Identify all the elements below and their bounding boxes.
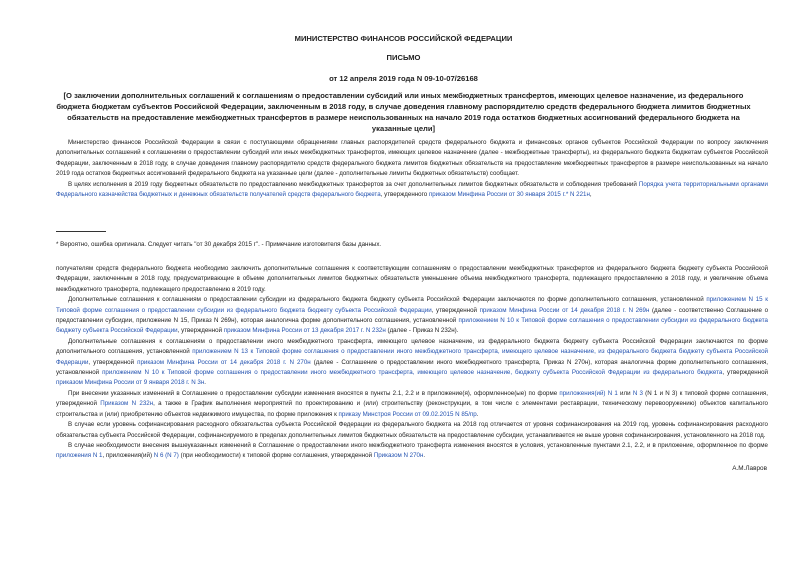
text: , утвержденной <box>431 306 480 314</box>
link-order-270n[interactable]: приказом Минфина России от 14 декабря 2018 г. N 270н <box>137 358 311 366</box>
document-type: ПИСЬМО <box>386 53 421 62</box>
link-appendix-6-7[interactable]: N 6 (N 7) <box>153 452 179 460</box>
link-appendix-10-transfer[interactable]: приложением N 10 к Типовой форме соглашения о предоставлении иного межбюджетного трансферта, имеющего целевое назначение, бюджету субъекта Российской Федерации из федерального бюджета <box>102 369 723 377</box>
link-appendix-15[interactable]: приложением N 15 к Типовой форме соглашения о предоставлении субсидии из федерального бюджета бюджету субъекта Российской Федерации <box>56 296 768 314</box>
text: , утвержденной <box>177 327 224 335</box>
document-subject: [О заключении дополнительных соглашений к соглашениям о предоставлении субсидий или иных межбюджетных трансфертов, имеющих целевое назначение, из федерального бюджета бюджетам субъектов Российской Федерации, заключенным в 2018 году, в случае доведения главному распорядителю средств федерального бюджета лимитов бюджетных обязательств на предоставление межбюджетных трансфертов в размере неиспользованных на начало 2019 года остатков бюджетных ассигнований федерального бюджета на указанные цели] <box>56 91 751 133</box>
text: Дополнительные соглашения к соглашениям о предоставлении иного межбюджетного трансферта, имеющего целевое назначение, из федерального бюджета бюджету субъекта Российской Федерации заключаются по форме дополнительного соглашения, установленной <box>56 337 768 356</box>
body-part-2 <box>56 264 768 462</box>
link-minstroy-order[interactable]: приказу Минстроя России от 09.02.2015 N 85/пр <box>338 410 477 418</box>
paragraph-transfer-agreements <box>56 337 768 389</box>
text: . <box>423 452 426 460</box>
body-part-1 <box>56 138 768 200</box>
text: , утвержденного <box>380 191 429 199</box>
link-appendix-1-transfer[interactable]: приложения N 1 <box>56 452 103 460</box>
link-order-232n-2[interactable]: Приказом N 232н <box>100 400 154 408</box>
text: (далее - соответственно Соглашение о предоставлении субсидии, приложение N 15, Приказ N 269н), которая аналогична форме дополнительного соглашения, установленной <box>56 306 769 325</box>
text: Дополнительные соглашения к соглашениям о предоставлении субсидии из федерального бюджета бюджету субъекта Российской Федерации заключаются по форме дополнительного соглашения, установленной <box>68 296 707 304</box>
text: При внесении указанных изменений в Соглашение о предоставлении субсидии изменения вносятся в пункты 2.1, 2.2 и в приложение(я), оформленное(ые) по форме <box>68 389 560 397</box>
paragraph-changes-transfer <box>56 441 768 462</box>
text: , утвержденной <box>722 369 768 377</box>
paragraph-purpose <box>56 180 768 201</box>
text: В целях исполнения в 2019 году бюджетных обязательств по предоставлению межбюджетных трансфертов за счет дополнительных лимитов бюджетных обязательств и соблюдения требований <box>68 180 639 188</box>
link-order-232n[interactable]: приказом Минфина России от 13 декабря 2017 г. N 232н <box>223 327 386 335</box>
paragraph-cofinancing: В случае если уровень софинансирования расходного обязательства субъекта Российской Федерации из федерального бюджета на 2018 год отличается от уровня софинансирования на 2019 год, уровень софинансирования расходного обязательства субъекта Российской Федерации, софинансируемого в пределах дополнительных лимитов бюджетных обязательств на предоставление субсидии, устанавливается не выше уровня софинансирования, установленного на 2018 год. <box>56 421 768 439</box>
link-appendix-13[interactable]: приложением N 13 к Типовой форме соглашения о предоставлении иного межбюджетного трансферта, имеющего целевое назначение, из федерального бюджета бюджету субъекта Российской Федерации <box>56 348 768 366</box>
paragraph-intro: Министерство финансов Российской Федерации в связи с поступающими обращениями главных распорядителей средств федерального бюджета и финансовых органов субъектов Российской Федерации по вопросу заключения дополнительных соглашений к соглашениям о предоставлении субсидий или иных межбюджетных трансфертов, имеющих целевое назначение (далее - межбюджетные трансферты), из федерального бюджета бюджетам субъектов Российской Федерации, заключенным в 2018 году, в случае доведения главному распорядителю средств федерального бюджета лимитов бюджетных обязательств на предоставление межбюджетных трансфертов в размере неиспользованных на начало 2019 года остатков бюджетных ассигнований федерального бюджета на указанные цели (далее - дополнительные лимиты бюджетных обязательств) сообщает. <box>56 139 768 178</box>
text: , утвержденной <box>88 358 138 366</box>
footnote-divider <box>56 231 106 232</box>
link-appendix-1[interactable]: приложения(ий) N 1 <box>559 389 618 397</box>
text: или <box>617 389 633 397</box>
link-order-3n[interactable]: приказом Минфина России от 9 января 2018 г. N 3н <box>56 379 205 387</box>
text: , а также в График выполнения мероприятий по проектированию и (или) строительству (реконструкции, в том числе с элементами реставрации, техническому перевооружению) объектов капитального строительства и (или) приобретению объектов недвижимого имущества, по форме приложения к <box>56 400 768 418</box>
text: . <box>204 379 206 387</box>
paragraph-subsidy-agreements <box>56 295 768 337</box>
link-order-269n[interactable]: приказом Минфина России от 14 декабря 2018 г. N 269н <box>479 306 650 314</box>
link-order-270n-2[interactable]: Приказом N 270н <box>373 452 424 460</box>
text: (далее - Соглашение о предоставлении иного межбюджетного трансферта, Приказ N 270н), которая аналогична форме дополнительного соглашения, установленной <box>56 358 769 377</box>
link-minfin-order-221n[interactable]: приказом Минфина России от 30 января 2015 г.* N 221н <box>428 191 590 199</box>
link-order-procedure[interactable]: Порядка учета территориальными органами Федерального казначейства бюджетных и денежных обязательств получателей средств федерального бюджета <box>56 180 768 199</box>
text: . <box>476 410 479 418</box>
text: (далее - Приказ N 232н). <box>385 327 459 335</box>
ministry-title: МИНИСТЕРСТВО ФИНАНСОВ РОССИЙСКОЙ ФЕДЕРАЦИИ <box>294 34 513 43</box>
document-date-number: от 12 апреля 2019 года N 09-10-07/26168 <box>329 74 478 83</box>
footnote: * Вероятно, ошибка оригинала. Следует читать "от 30 декабря 2015 г". - Примечание изготовителя базы данных. <box>56 241 382 248</box>
signature: А.М.Лавров <box>732 465 767 472</box>
text: В случае необходимости внесения вышеуказанных изменений в Соглашение о предоставлении иного межбюджетного трансферта изменения вносятся в условия, установленные пунктами 2.1, 2.2, и в приложение, оформленное по форме <box>68 441 768 449</box>
text: , <box>589 191 592 199</box>
link-appendix-3[interactable]: N 3 <box>632 389 643 397</box>
link-appendix-10[interactable]: приложением N 10 к Типовой форме соглашения о предоставлении субсидии из федерального бюджета бюджету субъекта Российской Федерации <box>56 317 768 335</box>
text: (при необходимости) к типовой форме соглашения, утвержденной <box>178 452 374 460</box>
text: (N 1 и N 3) к типовой форме соглашения, утвержденной <box>56 389 768 408</box>
paragraph-continuation: получателям средств федерального бюджета необходимо заключить дополнительные соглашения к соответствующим соглашениям о предоставлении межбюджетных трансфертов из федерального бюджета бюджету субъекта Российской Федерации, заключенным в 2018 году, предусматривающие в объеме дополнительных лимитов бюджетных обязательств уменьшение объема межбюджетного трансферта, подлежащего предоставлению в 2018 году, и увеличение объема межбюджетного трансферта, подлежащего предоставлению в 2019 году. <box>56 265 768 293</box>
paragraph-changes-subsidy <box>56 389 768 420</box>
text: , приложения(ий) <box>102 452 154 460</box>
